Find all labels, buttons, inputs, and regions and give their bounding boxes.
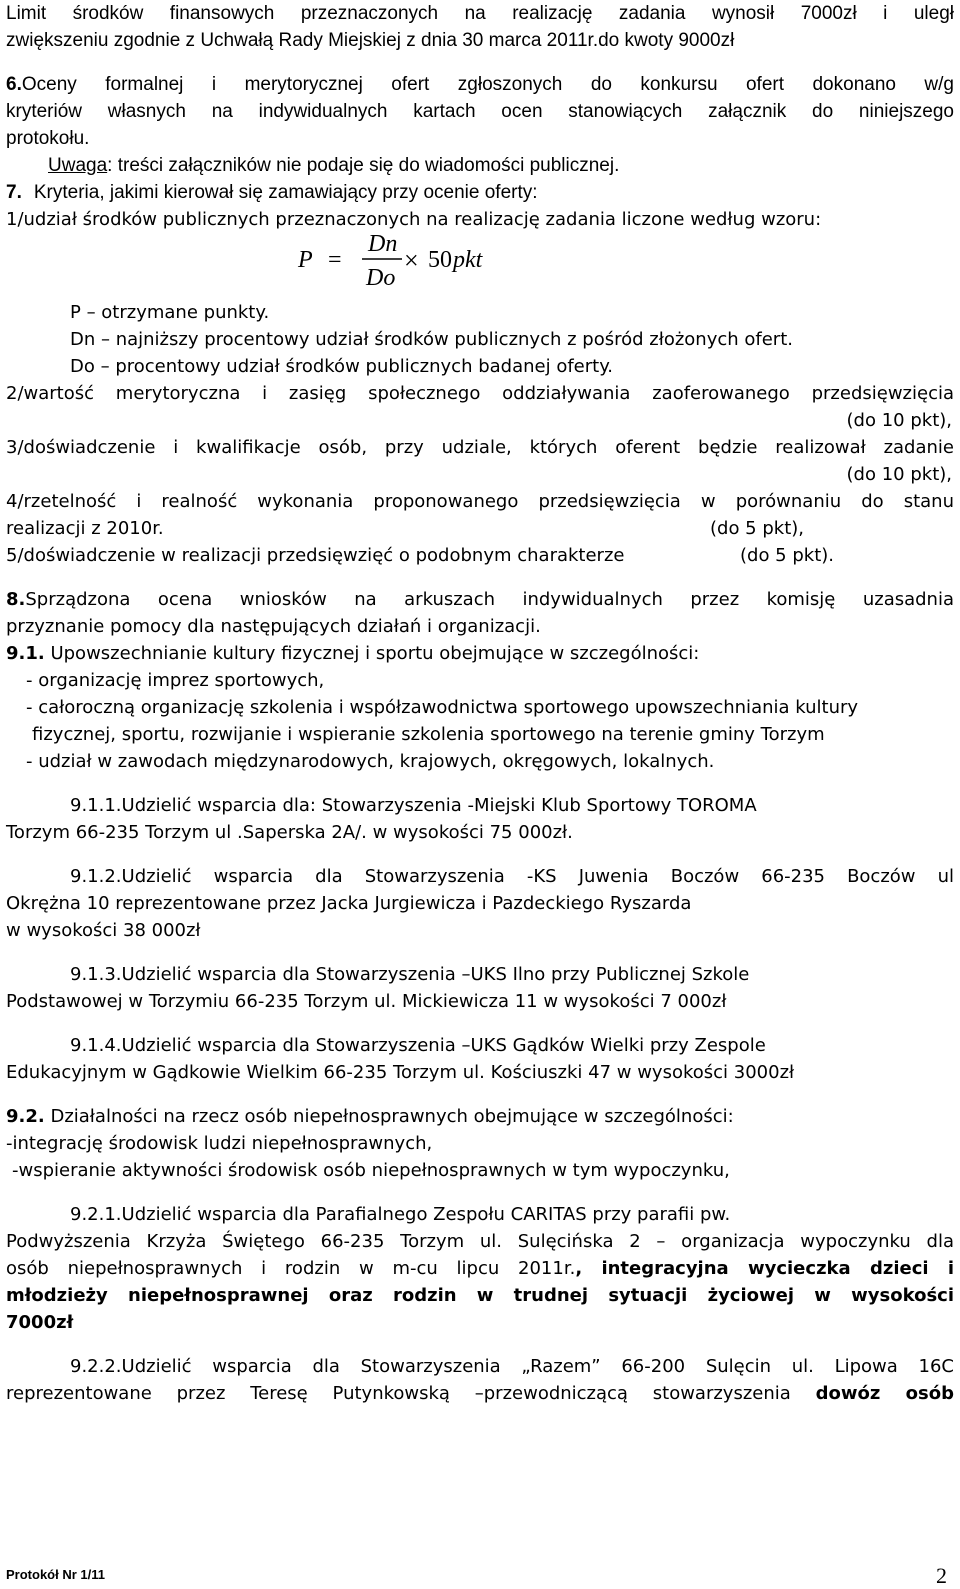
formula-coefficient: 50: [428, 247, 452, 273]
formula-numerator: Dn: [368, 231, 398, 257]
grant-9-1-1-line-2: Torzym 66-235 Torzym ul .Saperska 2A/. w wysokości 75 000zł.: [6, 822, 573, 843]
section-8-line-2: przyznanie pomocy dla następujących działań i organizacji.: [6, 616, 541, 637]
grant-9-2-1-line-4: młodzieży niepełnosprawnej oraz rodzin w trudnej sytuacji życiowej w wysokości: [6, 1285, 954, 1306]
disability-bullet-2: -wspieranie aktywności środowisk osób niepełnosprawnych w tym wypoczynku,: [12, 1160, 730, 1181]
criterion-3-points: (do 10 pkt),: [846, 464, 952, 485]
section-6-number: 6.: [6, 74, 22, 95]
grant-9-1-3-line-2: Podstawowej w Torzymiu 66-235 Torzym ul. Mickiewicza 11 w wysokości 7 000zł: [6, 991, 727, 1012]
section-6-line-3: protokołu.: [6, 128, 90, 149]
grant-9-2-1-line-2: Podwyższenia Krzyża Świętego 66-235 Torzym ul. Sulęcińska 2 – organizacja wypoczynku dla: [6, 1231, 954, 1252]
section-7-line-1: [6, 179, 954, 206]
grant-9-1-4-line-1: 9.1.4.Udzielić wsparcia dla Stowarzyszenia –UKS Gądków Wielki przy Zespole: [70, 1035, 766, 1056]
grant-9-2-1-bold: , integracyjna wycieczka dzieci i: [575, 1258, 954, 1279]
criterion-2-points: (do 10 pkt),: [846, 410, 952, 431]
grant-9-2-2-text: reprezentowane przez Teresę Putynkowską –przewodniczącą stowarzyszenia: [6, 1383, 816, 1404]
formula-equals: =: [328, 247, 342, 273]
section-9-1-heading: [6, 640, 954, 667]
grant-9-1-3-line-1: 9.1.3.Udzielić wsparcia dla Stowarzyszenia –UKS Ilno przy Publicznej Szkole: [70, 964, 750, 985]
criterion-4: 4/rzetelność i realność wykonania proponowanego przedsięwzięcia w porównaniu do stanu: [6, 491, 954, 512]
section-6-text-1: Oceny formalnej i merytorycznej ofert zgłoszonych do konkursu ofert dokonano w/g: [21, 74, 954, 95]
sport-bullet-2: - całoroczną organizację szkolenia i współzawodnictwa sportowego upowszechniania kultury: [26, 697, 859, 718]
grant-9-2-1-line-3: [6, 1255, 954, 1282]
criterion-2: 2/wartość merytoryczna i zasięg społecznego oddziaływania zaoferowanego przedsięwzięcia: [6, 383, 954, 404]
criterion-5: [6, 542, 954, 569]
grant-9-2-1-text: osób niepełnosprawnych i rodzin w m-cu lipcu 2011r.: [6, 1258, 576, 1279]
grant-9-1-2-line-2: Okrężna 10 reprezentowane przez Jacka Jurgiewicza i Pazdeckiego Ryszarda: [6, 893, 692, 914]
criterion-4-points: (do 5 pkt),: [710, 518, 805, 539]
definition-do: Do – procentowy udział środków publicznych badanej oferty.: [70, 356, 614, 377]
criterion-4-line-2: [6, 515, 954, 542]
criterion-1: 1/udział środków publicznych przeznaczonych na realizację zadania liczone według wzoru:: [6, 209, 822, 230]
disability-bullet-1: -integrację środowisk ludzi niepełnosprawnych,: [6, 1133, 433, 1154]
section-8-line-1: [6, 586, 954, 613]
grant-9-1-2-line-3: w wysokości 38 000zł: [6, 920, 201, 941]
section-9-2-title: Działalności na rzecz osób niepełnosprawnych obejmujące w szczególności:: [44, 1106, 734, 1127]
section-9-1-title: Upowszechnianie kultury fizycznej i sportu obejmujące w szczególności:: [44, 643, 700, 664]
footer-protocol-label: Protokół Nr 1/11: [6, 1567, 105, 1582]
definition-dn: Dn – najniższy procentowy udział środków publicznych z pośród złożonych ofert.: [70, 329, 793, 350]
section-9-2-number: 9.2.: [6, 1106, 45, 1127]
formula-times: ×: [404, 246, 419, 275]
section-7-number: 7.: [6, 182, 22, 203]
grant-9-1-2-line-1: 9.1.2.Udzielić wsparcia dla Stowarzyszenia -KS Juwenia Boczów 66-235 Boczów ul: [70, 866, 954, 887]
formula-denominator: Do: [366, 265, 396, 291]
criterion-4-text: realizacji z 2010r.: [6, 518, 164, 539]
section-9-2-heading: [6, 1103, 954, 1130]
section-8-text-1: Sprządzona ocena wniosków na arkuszach indywidualnych przez komisję uzasadnia: [25, 589, 954, 610]
grant-9-1-4-line-2: Edukacyjnym w Gądkowie Wielkim 66-235 Torzym ul. Kościuszki 47 w wysokości 3000zł: [6, 1062, 795, 1083]
intro-line-1: Limit środków finansowych przeznaczonych na realizację zadania wynosił 7000zł i uległ: [6, 3, 954, 24]
note-label: Uwaga: [48, 155, 108, 176]
grant-9-1-1-line-1: 9.1.1.Udzielić wsparcia dla: Stowarzyszenia -Miejski Klub Sportowy TOROMA: [70, 795, 757, 816]
criterion-5-text: 5/doświadczenie w realizacji przedsięwzięć o podobnym charakterze: [6, 545, 625, 566]
note-text: : treści załączników nie podaje się do wiadomości publicznej.: [107, 155, 620, 176]
section-7-text-1: Kryteria, jakimi kierował się zamawiający przy ocenie oferty:: [33, 182, 538, 203]
section-6-line-1: [6, 71, 954, 98]
points-formula: [6, 231, 954, 295]
sport-bullet-3: - udział w zawodach międzynarodowych, krajowych, okręgowych, lokalnych.: [26, 751, 715, 772]
criterion-3: 3/doświadczenie i kwalifikacje osób, przy udziale, których oferent będzie realizował zadanie: [6, 437, 954, 458]
formula-lhs: P: [298, 247, 313, 273]
grant-9-2-2-line-1: 9.2.2.Udzielić wsparcia dla Stowarzyszenia „Razem” 66-200 Sulęcin ul. Lipowa 16C: [70, 1356, 954, 1377]
grant-9-2-2-bold: dowóz osób: [815, 1383, 954, 1404]
criterion-5-points: (do 5 pkt).: [740, 545, 835, 566]
intro-line-2: zwiększeniu zgodnie z Uchwałą Rady Miejskiej z dnia 30 marca 2011r.do kwoty 9000zł: [6, 30, 735, 51]
section-6-line-2: kryteriów własnych na indywidualnych kartach ocen stanowiących załącznik do niniejszego: [6, 101, 954, 122]
section-6-note: [6, 152, 954, 179]
document-page: [6, 0, 954, 1407]
definition-p: P – otrzymane punkty.: [70, 302, 270, 323]
grant-9-2-1-line-1: 9.2.1.Udzielić wsparcia dla Parafialnego Zespołu CARITAS przy parafii pw.: [70, 1204, 731, 1225]
sport-bullet-2-cont: fizycznej, sportu, rozwijanie i wspieranie szkolenia sportowego na terenie gminy Torzym: [32, 724, 825, 745]
grant-9-2-1-line-5: 7000zł: [6, 1312, 74, 1333]
grant-9-2-2-line-2: [6, 1380, 954, 1407]
section-9-1-number: 9.1.: [6, 643, 45, 664]
sport-bullet-1: - organizację imprez sportowych,: [26, 670, 325, 691]
page-number: 2: [936, 1563, 947, 1588]
formula-unit: pkt: [453, 247, 483, 273]
formula-graphic: [294, 229, 594, 299]
section-8-number: 8.: [6, 589, 26, 610]
